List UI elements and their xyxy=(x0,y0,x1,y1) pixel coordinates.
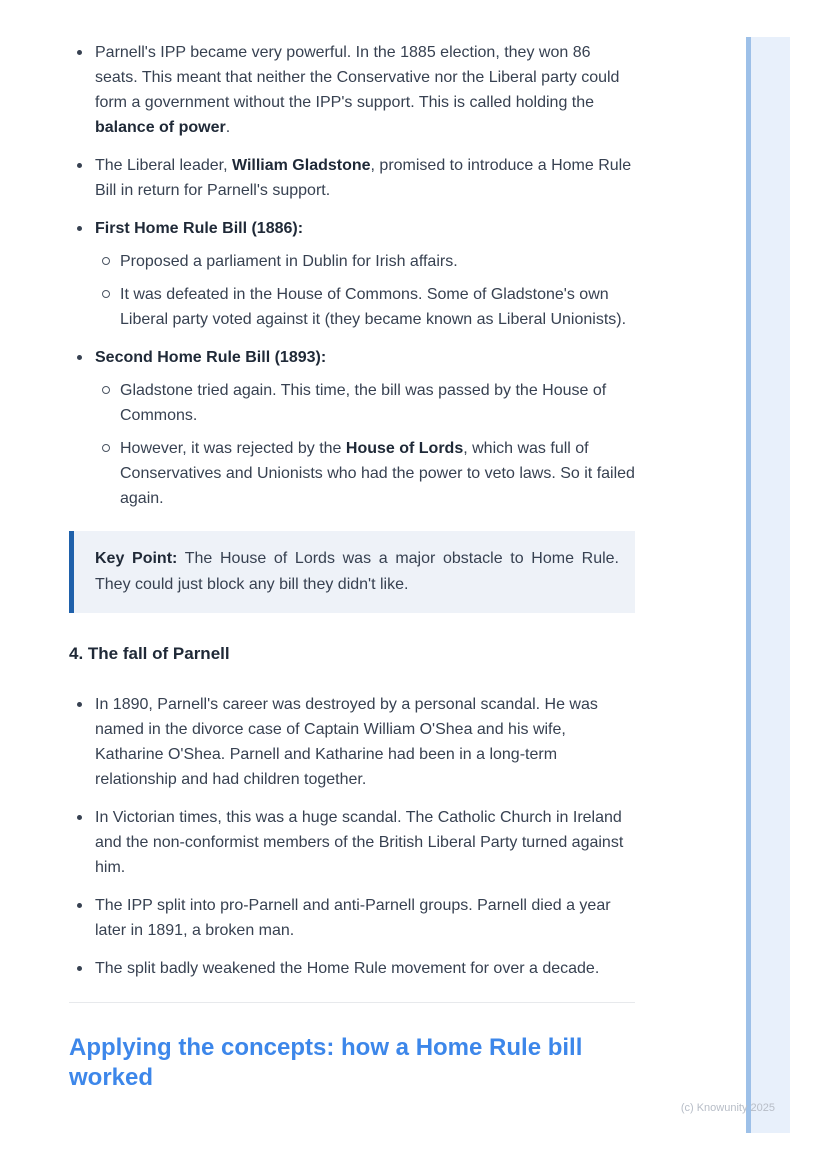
text-segment: In Victorian times, this was a huge scandal. The Catholic Church in Ireland and the non-conformist members of the British Liberal Party turned against him. xyxy=(95,809,624,876)
section-heading-fall-of-parnell: 4. The fall of Parnell xyxy=(69,644,230,663)
bullet-list-fall-of-parnell xyxy=(69,692,635,981)
text-segment: The split badly weakened the Home Rule movement for over a decade. xyxy=(95,960,600,977)
list-item xyxy=(69,893,635,943)
list-item xyxy=(69,692,635,792)
list-item xyxy=(69,805,635,880)
key-point-text: The House of Lords was a major obstacle to Home Rule. They could just block any bill they didn't like. xyxy=(95,550,620,593)
list-item xyxy=(69,345,635,511)
text-segment: The IPP split into pro-Parnell and anti-Parnell groups. Parnell died a year later in 1891, a broken man. xyxy=(95,897,611,939)
bold-text-segment: First Home Rule Bill (1886): xyxy=(95,220,304,237)
text-segment: It was defeated in the House of Commons. Some of Gladstone's own Liberal party voted against it (they became known as Liberal Unionists). xyxy=(120,286,627,328)
applying-concepts-heading: Applying the concepts: how a Home Rule bill worked xyxy=(69,1034,583,1091)
text-segment: The Liberal leader, xyxy=(95,157,232,174)
text-segment: , which was full of Conservatives and Unionists who had the power to veto laws. So it failed again. xyxy=(120,440,635,507)
text-segment: . xyxy=(225,119,231,136)
text-segment: However, it was rejected by the xyxy=(120,440,346,457)
sub-bullet-list xyxy=(95,249,635,332)
text-segment: Parnell's IPP became very powerful. In the 1885 election, they won 86 seats. This meant that neither the Conservative nor the Liberal party could form a government without the IPP's support. This is called holding the xyxy=(95,44,620,111)
page-edge-strip xyxy=(746,37,790,1133)
list-item xyxy=(69,40,635,140)
sub-list-item xyxy=(95,378,635,428)
text-segment: In 1890, Parnell's career was destroyed by a personal scandal. He was named in the divorce case of Captain William O'Shea and his wife, Katharine O'Shea. Parnell and Katharine had been in a long-term relationship and had children together. xyxy=(95,696,598,788)
list-item xyxy=(69,216,635,332)
bold-text-segment: William Gladstone xyxy=(231,157,371,174)
sub-list-item xyxy=(95,249,635,274)
list-item xyxy=(69,956,635,981)
sub-list-item xyxy=(95,282,635,332)
copyright-footer: (c) Knowunity 2025 xyxy=(680,1102,775,1114)
text-segment: Gladstone tried again. This time, the bill was passed by the House of Commons. xyxy=(120,382,607,424)
key-point-callout xyxy=(69,531,635,613)
document-content xyxy=(69,40,635,1093)
sub-list-item xyxy=(95,436,635,511)
list-item xyxy=(69,153,635,203)
bold-text-segment: balance of power xyxy=(95,119,226,136)
text-segment: , promised to introduce a Home Rule Bill in return for Parnell's support. xyxy=(95,157,632,199)
sub-bullet-list xyxy=(95,378,635,511)
key-point-label: Key Point: xyxy=(95,550,178,567)
section-divider xyxy=(69,1002,635,1003)
bullet-list-home-rule xyxy=(69,40,635,511)
bold-text-segment: House of Lords xyxy=(345,440,464,457)
text-segment: Proposed a parliament in Dublin for Irish affairs. xyxy=(120,253,458,270)
bold-text-segment: Second Home Rule Bill (1893): xyxy=(95,349,327,366)
